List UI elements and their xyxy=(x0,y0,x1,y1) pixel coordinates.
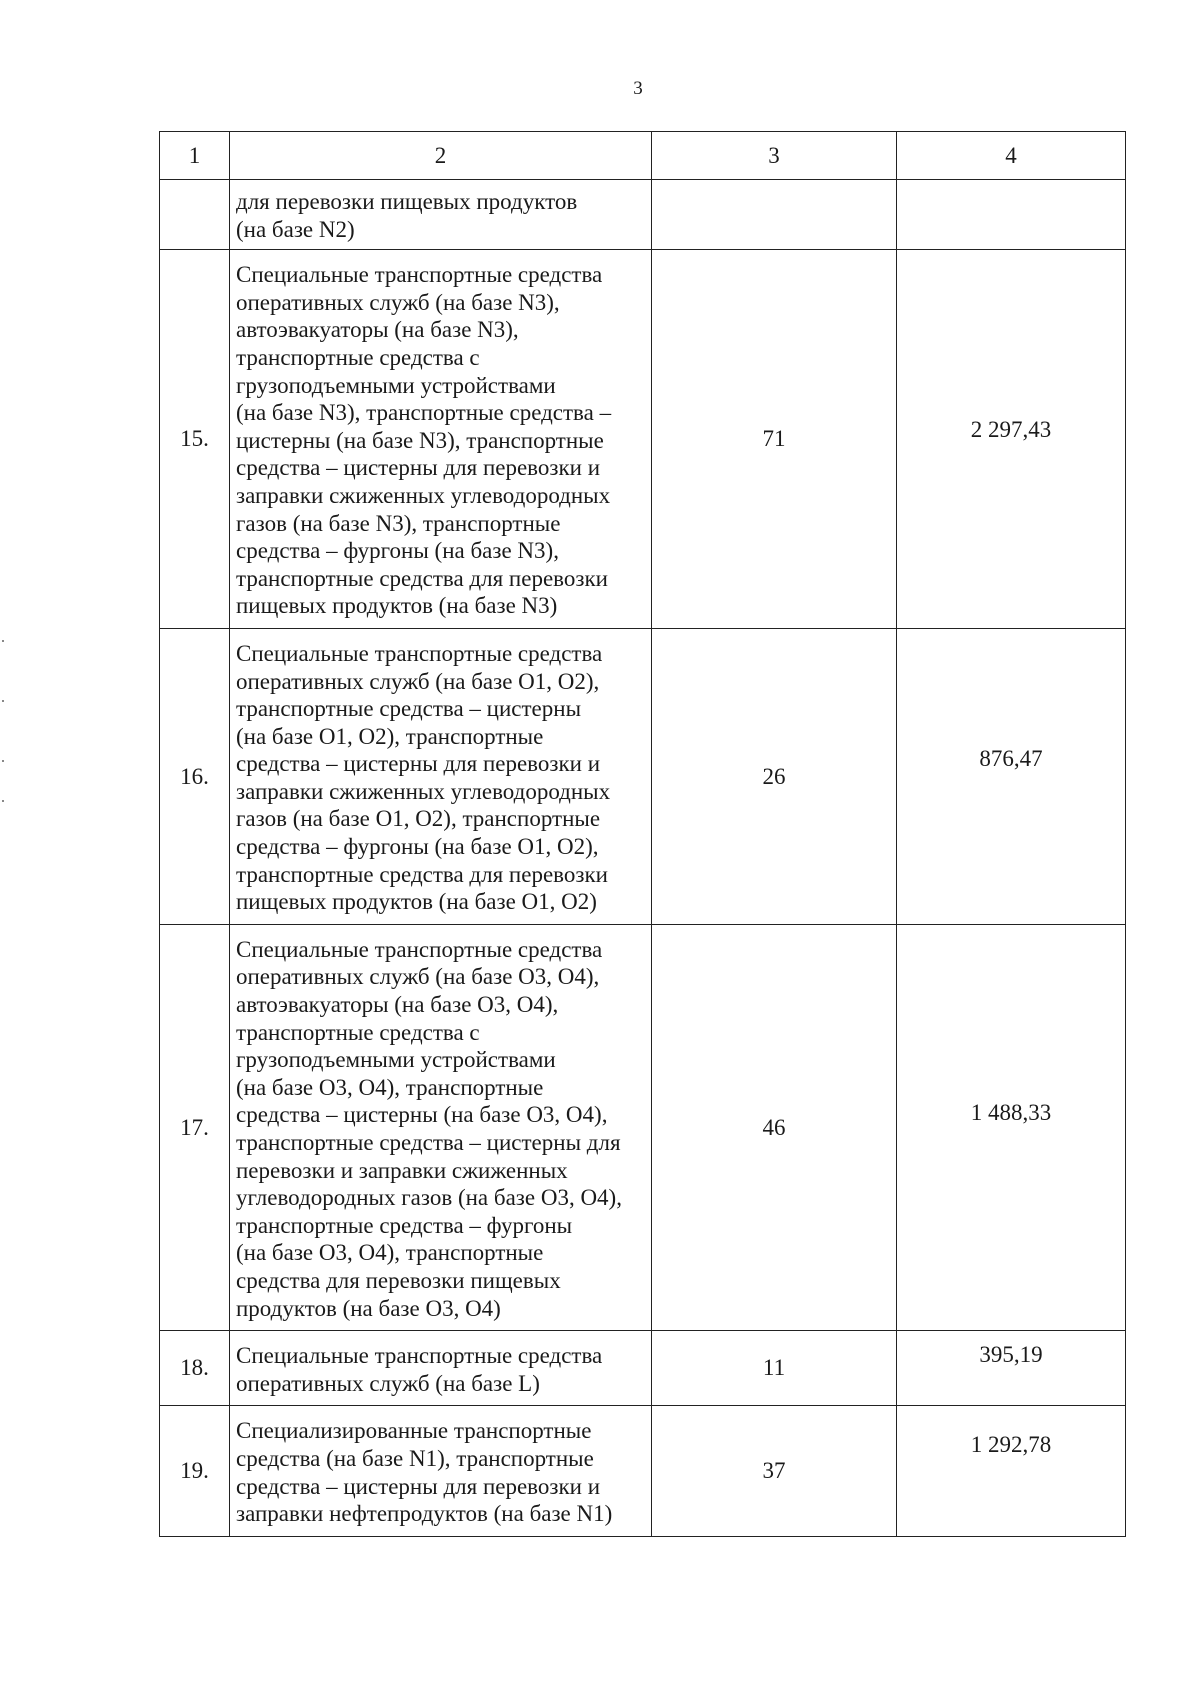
table-row xyxy=(160,628,1126,924)
description-line: транспортные средства с xyxy=(236,1019,480,1045)
description-line: заправки сжиженных углеводородных xyxy=(236,482,611,508)
row-amount: 1 488,33 xyxy=(897,924,1126,1330)
description-line: средства – цистерны для перевозки и xyxy=(236,1473,601,1499)
description-line: газов (на базе O1, O2), транспортные xyxy=(236,806,601,832)
row-number: 18. xyxy=(160,1331,230,1406)
table-row xyxy=(160,250,1126,629)
scan-mark xyxy=(2,760,4,762)
description-line: средства – фургоны (на базе O1, O2), xyxy=(236,834,599,860)
description-line: транспортные средства – фургоны xyxy=(236,1212,573,1238)
table-header-row xyxy=(160,132,1126,180)
row-number: 19. xyxy=(160,1406,230,1536)
row-amount: 1 292,78 xyxy=(897,1406,1126,1536)
description-line: грузоподъемными устройствами xyxy=(236,372,556,398)
page-number: 3 xyxy=(633,78,643,99)
description-line: оперативных служб (на базе N3), xyxy=(236,289,560,315)
vehicle-category-table xyxy=(159,131,1126,1537)
row-quantity: 37 xyxy=(652,1406,897,1536)
row-quantity: 46 xyxy=(652,924,897,1330)
description-line: транспортные средства – цистерны xyxy=(236,696,582,722)
description-line: Специальные транспортные средства xyxy=(236,1343,603,1369)
description-line: пищевых продуктов (на базе N3) xyxy=(236,593,558,619)
description-line: Специализированные транспортные xyxy=(236,1418,592,1444)
row-description xyxy=(230,628,652,924)
description-line: автоэвакуаторы (на базе O3, O4), xyxy=(236,992,559,1018)
description-line: средства – цистерны для перевозки и xyxy=(236,455,601,481)
column-header-3: 3 xyxy=(652,132,897,180)
description-line: цистерны (на базе N3), транспортные xyxy=(236,427,604,453)
row-number: 15. xyxy=(160,250,230,629)
description-line: газов (на базе N3), транспортные xyxy=(236,510,561,536)
table-row xyxy=(160,180,1126,250)
description-line: средства – фургоны (на базе N3), xyxy=(236,538,559,564)
row-number xyxy=(160,180,230,250)
description-line: (на базе O3, O4), транспортные xyxy=(236,1240,544,1266)
description-line: (на базе O1, O2), транспортные xyxy=(236,723,544,749)
row-number: 16. xyxy=(160,628,230,924)
description-line: транспортные средства – цистерны для xyxy=(236,1130,621,1155)
row-amount: 876,47 xyxy=(897,628,1126,924)
description-line: пищевых продуктов (на базе O1, O2) xyxy=(236,889,597,915)
row-amount: 2 297,43 xyxy=(897,250,1126,629)
description-line: Специальные транспортные средства xyxy=(236,640,603,666)
description-line: Специальные транспортные средства xyxy=(236,936,603,962)
description-line: для перевозки пищевых продуктов xyxy=(236,189,578,214)
description-line: заправки сжиженных углеводородных xyxy=(236,778,611,804)
description-line: транспортные средства с xyxy=(236,344,480,370)
description-line: грузоподъемными устройствами xyxy=(236,1047,556,1073)
description-line: автоэвакуаторы (на базе N3), xyxy=(236,317,519,343)
description-line: оперативных служб (на базе O3, O4), xyxy=(236,964,600,990)
description-line: (на базе O3, O4), транспортные xyxy=(236,1074,544,1100)
description-line: средства – цистерны (на базе O3, O4), xyxy=(236,1102,608,1128)
column-header-2: 2 xyxy=(230,132,652,180)
description-line: транспортные средства для перевозки xyxy=(236,861,608,887)
scan-mark xyxy=(2,640,4,642)
row-description xyxy=(230,1406,652,1536)
description-line: средства для перевозки пищевых xyxy=(236,1267,561,1293)
row-quantity: 71 xyxy=(652,250,897,629)
row-description xyxy=(230,924,652,1330)
description-line: заправки нефтепродуктов (на базе N1) xyxy=(236,1501,613,1527)
row-amount: 395,19 xyxy=(897,1331,1126,1406)
description-line: средства (на базе N1), транспортные xyxy=(236,1445,594,1471)
row-description xyxy=(230,250,652,629)
row-description xyxy=(230,1331,652,1406)
column-header-1: 1 xyxy=(160,132,230,180)
scan-mark xyxy=(2,700,4,702)
table-row xyxy=(160,1331,1126,1406)
table-row xyxy=(160,1406,1126,1536)
column-header-4: 4 xyxy=(897,132,1126,180)
description-line: оперативных служб (на базе L) xyxy=(236,1370,540,1396)
scan-mark xyxy=(2,800,4,802)
description-line: (на базе N2) xyxy=(236,216,355,242)
description-line: средства – цистерны для перевозки и xyxy=(236,751,601,777)
description-line: продуктов (на базе O3, O4) xyxy=(236,1295,501,1321)
row-description xyxy=(230,180,652,250)
description-line: оперативных служб (на базе O1, O2), xyxy=(236,668,600,694)
table-row xyxy=(160,924,1126,1330)
row-amount xyxy=(897,180,1126,250)
row-quantity xyxy=(652,180,897,250)
description-line: перевозки и заправки сжиженных xyxy=(236,1157,568,1183)
description-line: транспортные средства для перевозки xyxy=(236,565,608,591)
description-line: углеводородных газов (на базе O3, O4), xyxy=(236,1185,622,1211)
row-quantity: 11 xyxy=(652,1331,897,1406)
description-line: Специальные транспортные средства xyxy=(236,262,603,288)
row-quantity: 26 xyxy=(652,628,897,924)
row-number: 17. xyxy=(160,924,230,1330)
description-line: (на базе N3), транспортные средства – xyxy=(236,400,612,426)
